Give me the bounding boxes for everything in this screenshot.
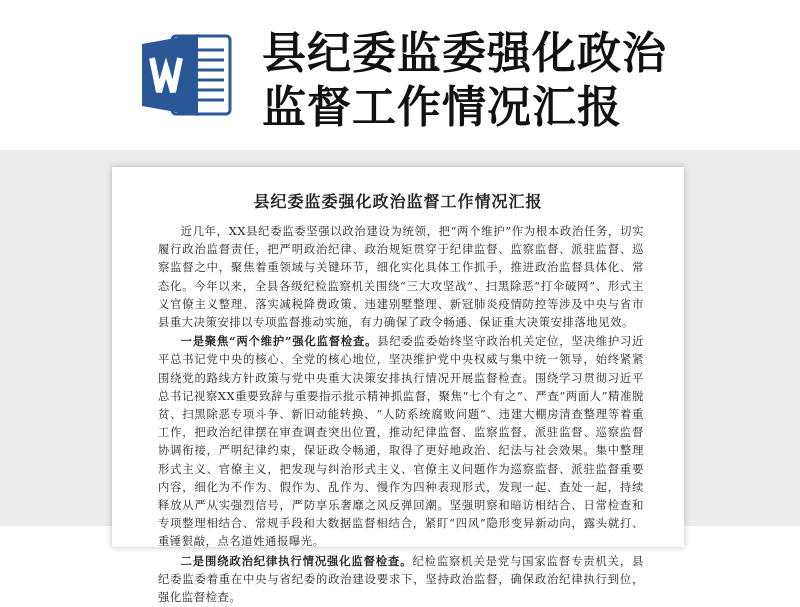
document-page: [112, 167, 684, 605]
section-1-body: 县纪委监委始终坚守政治机关定位，坚决维护习近平总书记党中央的核心、全党的核心地位，坚决维护党中央权威与集中统一领导，始终紧紧围绕党的路线方针政策与党中央重大决策安排执行情况开展监督检查。围绕学习贯彻习近平总书记视察XX重要致辞与重要指示批示精神抓监督，聚焦“七个有之”、严查“两面人”精准脱贫、扫黑除恶专项斗争、新旧动能转换、“人防系统腐败问题”、违建大棚房清查整理等着重工作，把政治纪律摆在审查调查突出位置，推动纪律监督、监察监督、派驻监督、巡察监督协调衔接，严明纪律约束，保证政令畅通，取得了更好地政治、纪法与社会效果。集中整理形式主义、官僚主义，把发现与纠治形式主义、官僚主义问题作为巡察监督、派驻监督重要内容，细化为不作为、假作为、乱作为、慢作为四种表现形式，发现一起、查处一起，持续释放从严从实强烈信号，严防享乐奢靡之风反弹回潮。坚强明察和暗访相结合、日常检查和专项整理相结合、常规手段和大数据监督相结合，紧盯“四风”隐形变异新动向，露头就打、重锤狠敲，点名道姓通报曝光。: [158, 335, 644, 549]
section-2-heading: 二是围绕政治纪律执行情况强化监督检查。: [180, 553, 413, 568]
header-banner: [0, 0, 800, 150]
paragraph-section-2: [158, 552, 644, 607]
document-body: [158, 223, 644, 607]
document-title: 县纪委监委强化政治监督工作情况汇报: [253, 192, 543, 211]
banner-title-line-2: 监督工作情况汇报: [262, 82, 622, 133]
section-1-heading: 一是聚焦“两个维护”强化监督检查。: [180, 334, 378, 349]
word-icon: [142, 30, 234, 120]
section-2-body: 纪检监察机关是党与国家监督专责机关，县纪委监委着重在中央与省纪委的政治建设要求下，坚持政治监督，确保政治纪律执行到位，强化监督检查。: [158, 554, 644, 605]
banner-title-line-1: 县纪委监委强化政治: [262, 28, 667, 79]
paragraph-section-1: [158, 332, 644, 551]
paragraph-intro: 近几年，XX县纪委监委坚强以政治建设为统领，把“两个维护”作为根本政治任务，切实履行政治监督责任，把严明政治纪律、政治规矩贯穿于纪律监督、监察监督、派驻监督、巡察监督之中，聚焦着重领域与关键环节，细化实化具体工作抓手，推进政治监督具体化、常态化。今年以来，全县各级纪检监察机关围绕“三大攻坚战”、扫黑除恶“打伞破网”、形式主义官僚主义整理、落实减税降费政策、违建别墅整理、新冠肺炎疫情防控等涉及中央与省市县重大决策安排以专项监督推动实施，有力确保了政令畅通、保证重大决策安排落地见效。: [158, 225, 644, 330]
